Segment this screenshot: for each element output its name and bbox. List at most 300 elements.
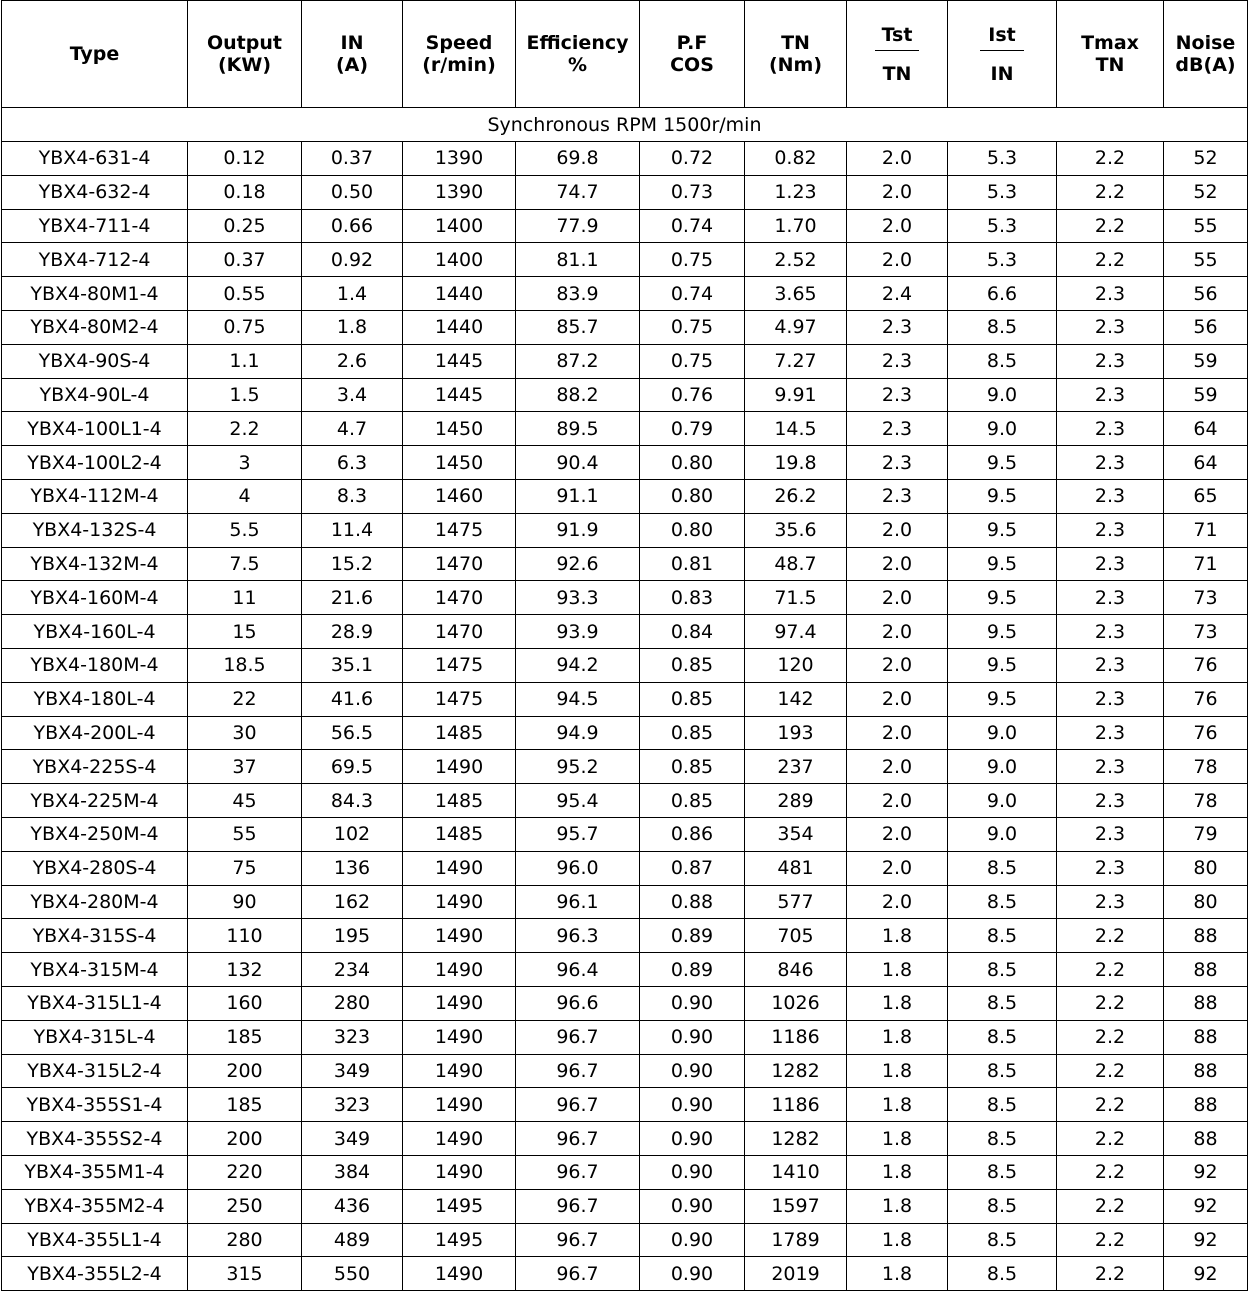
cell-type: YBX4-112M-4 [2, 479, 188, 513]
table-row [2, 716, 1248, 750]
cell-tn: 1282 [745, 1122, 847, 1156]
cell-tmax-tn: 2.3 [1057, 479, 1164, 513]
cell-efficiency: 96.7 [516, 1054, 640, 1088]
cell-ist-in: 8.5 [948, 1189, 1057, 1223]
cell-tn: 289 [745, 784, 847, 818]
table-row [2, 310, 1248, 344]
cell-type: YBX4-280S-4 [2, 851, 188, 885]
cell-speed: 1490 [403, 986, 516, 1020]
cell-in: 84.3 [302, 784, 403, 818]
cell-type: YBX4-180M-4 [2, 648, 188, 682]
cell-pf: 0.83 [640, 581, 745, 615]
cell-tn: 97.4 [745, 615, 847, 649]
cell-type: YBX4-355M2-4 [2, 1189, 188, 1223]
cell-output: 185 [188, 1088, 302, 1122]
cell-efficiency: 94.2 [516, 648, 640, 682]
cell-efficiency: 94.5 [516, 682, 640, 716]
cell-speed: 1490 [403, 1257, 516, 1291]
cell-tst-tn: 2.0 [847, 682, 948, 716]
table-row [2, 817, 1248, 851]
cell-speed: 1485 [403, 784, 516, 818]
cell-tmax-tn: 2.2 [1057, 986, 1164, 1020]
cell-output: 11 [188, 581, 302, 615]
cell-efficiency: 96.7 [516, 1223, 640, 1257]
cell-pf: 0.86 [640, 817, 745, 851]
cell-speed: 1485 [403, 817, 516, 851]
cell-type: YBX4-180L-4 [2, 682, 188, 716]
cell-noise: 88 [1164, 1054, 1248, 1088]
cell-ist-in: 8.5 [948, 1020, 1057, 1054]
cell-pf: 0.80 [640, 446, 745, 480]
header-noise: Noise dB(A) [1164, 1, 1248, 108]
cell-noise: 88 [1164, 1122, 1248, 1156]
cell-ist-in: 8.5 [948, 344, 1057, 378]
cell-pf: 0.90 [640, 1088, 745, 1122]
cell-pf: 0.89 [640, 919, 745, 953]
cell-type: YBX4-132S-4 [2, 513, 188, 547]
cell-tn: 0.82 [745, 142, 847, 176]
cell-tmax-tn: 2.3 [1057, 784, 1164, 818]
cell-efficiency: 96.7 [516, 1122, 640, 1156]
cell-speed: 1440 [403, 310, 516, 344]
cell-tn: 1410 [745, 1155, 847, 1189]
cell-pf: 0.75 [640, 243, 745, 277]
cell-noise: 76 [1164, 682, 1248, 716]
cell-pf: 0.75 [640, 344, 745, 378]
cell-tst-tn: 1.8 [847, 1020, 948, 1054]
cell-speed: 1390 [403, 175, 516, 209]
cell-efficiency: 91.9 [516, 513, 640, 547]
cell-noise: 78 [1164, 784, 1248, 818]
cell-type: YBX4-355M1-4 [2, 1155, 188, 1189]
table-row [2, 344, 1248, 378]
cell-in: 136 [302, 851, 403, 885]
table-row [2, 446, 1248, 480]
cell-tst-tn: 2.0 [847, 851, 948, 885]
cell-ist-in: 8.5 [948, 1054, 1057, 1088]
cell-tmax-tn: 2.2 [1057, 1155, 1164, 1189]
cell-efficiency: 95.2 [516, 750, 640, 784]
cell-speed: 1490 [403, 1020, 516, 1054]
header-row [2, 1, 1248, 108]
cell-efficiency: 92.6 [516, 547, 640, 581]
cell-output: 110 [188, 919, 302, 953]
header-tn: TN (Nm) [745, 1, 847, 108]
table-row [2, 378, 1248, 412]
cell-type: YBX4-80M1-4 [2, 277, 188, 311]
cell-tst-tn: 2.0 [847, 547, 948, 581]
cell-pf: 0.74 [640, 277, 745, 311]
cell-in: 489 [302, 1223, 403, 1257]
cell-ist-in: 5.3 [948, 142, 1057, 176]
cell-speed: 1495 [403, 1189, 516, 1223]
cell-noise: 80 [1164, 885, 1248, 919]
cell-ist-in: 9.0 [948, 412, 1057, 446]
cell-in: 0.92 [302, 243, 403, 277]
cell-noise: 56 [1164, 277, 1248, 311]
cell-output: 22 [188, 682, 302, 716]
cell-tst-tn: 1.8 [847, 1088, 948, 1122]
cell-tn: 193 [745, 716, 847, 750]
cell-in: 28.9 [302, 615, 403, 649]
cell-ist-in: 9.5 [948, 581, 1057, 615]
cell-tn: 1026 [745, 986, 847, 1020]
cell-tmax-tn: 2.3 [1057, 648, 1164, 682]
cell-in: 11.4 [302, 513, 403, 547]
cell-tn: 19.8 [745, 446, 847, 480]
header-in: IN (A) [302, 1, 403, 108]
cell-tst-tn: 2.3 [847, 479, 948, 513]
cell-tmax-tn: 2.3 [1057, 682, 1164, 716]
cell-in: 35.1 [302, 648, 403, 682]
cell-tn: 26.2 [745, 479, 847, 513]
section-title: Synchronous RPM 1500r/min [2, 108, 1248, 142]
cell-noise: 88 [1164, 986, 1248, 1020]
cell-noise: 92 [1164, 1155, 1248, 1189]
cell-tn: 1186 [745, 1020, 847, 1054]
cell-tmax-tn: 2.2 [1057, 953, 1164, 987]
cell-speed: 1485 [403, 716, 516, 750]
cell-efficiency: 96.7 [516, 1088, 640, 1122]
cell-noise: 52 [1164, 175, 1248, 209]
cell-tmax-tn: 2.3 [1057, 750, 1164, 784]
cell-ist-in: 8.5 [948, 1122, 1057, 1156]
cell-type: YBX4-160M-4 [2, 581, 188, 615]
cell-pf: 0.89 [640, 953, 745, 987]
table-row [2, 750, 1248, 784]
cell-pf: 0.87 [640, 851, 745, 885]
cell-speed: 1440 [403, 277, 516, 311]
cell-type: YBX4-80M2-4 [2, 310, 188, 344]
cell-noise: 76 [1164, 716, 1248, 750]
cell-ist-in: 8.5 [948, 919, 1057, 953]
cell-tst-tn: 2.0 [847, 648, 948, 682]
cell-in: 69.5 [302, 750, 403, 784]
cell-noise: 73 [1164, 581, 1248, 615]
cell-tmax-tn: 2.2 [1057, 1257, 1164, 1291]
cell-output: 250 [188, 1189, 302, 1223]
cell-in: 384 [302, 1155, 403, 1189]
cell-output: 0.25 [188, 209, 302, 243]
cell-speed: 1490 [403, 1088, 516, 1122]
cell-type: YBX4-90L-4 [2, 378, 188, 412]
table-row [2, 1122, 1248, 1156]
cell-in: 0.37 [302, 142, 403, 176]
table-row [2, 581, 1248, 615]
cell-tst-tn: 1.8 [847, 1054, 948, 1088]
table-row [2, 547, 1248, 581]
cell-tst-tn: 2.4 [847, 277, 948, 311]
header-speed: Speed (r/min) [403, 1, 516, 108]
cell-noise: 88 [1164, 1020, 1248, 1054]
cell-efficiency: 94.9 [516, 716, 640, 750]
cell-tst-tn: 2.3 [847, 344, 948, 378]
cell-output: 55 [188, 817, 302, 851]
cell-in: 6.3 [302, 446, 403, 480]
cell-type: YBX4-712-4 [2, 243, 188, 277]
cell-efficiency: 69.8 [516, 142, 640, 176]
cell-tmax-tn: 2.2 [1057, 175, 1164, 209]
cell-type: YBX4-315S-4 [2, 919, 188, 953]
cell-pf: 0.80 [640, 513, 745, 547]
cell-type: YBX4-631-4 [2, 142, 188, 176]
cell-in: 56.5 [302, 716, 403, 750]
table-row [2, 986, 1248, 1020]
cell-tn: 1.23 [745, 175, 847, 209]
cell-tn: 7.27 [745, 344, 847, 378]
cell-ist-in: 5.3 [948, 209, 1057, 243]
cell-ist-in: 9.0 [948, 784, 1057, 818]
cell-tmax-tn: 2.3 [1057, 446, 1164, 480]
cell-tst-tn: 2.0 [847, 817, 948, 851]
cell-pf: 0.85 [640, 716, 745, 750]
cell-efficiency: 85.7 [516, 310, 640, 344]
cell-efficiency: 95.7 [516, 817, 640, 851]
cell-in: 2.6 [302, 344, 403, 378]
cell-ist-in: 9.5 [948, 648, 1057, 682]
cell-tn: 4.97 [745, 310, 847, 344]
cell-pf: 0.72 [640, 142, 745, 176]
cell-ist-in: 9.5 [948, 682, 1057, 716]
cell-output: 37 [188, 750, 302, 784]
cell-tn: 2019 [745, 1257, 847, 1291]
cell-speed: 1390 [403, 142, 516, 176]
cell-speed: 1490 [403, 750, 516, 784]
cell-ist-in: 9.0 [948, 750, 1057, 784]
cell-efficiency: 95.4 [516, 784, 640, 818]
cell-tmax-tn: 2.2 [1057, 1054, 1164, 1088]
cell-noise: 80 [1164, 851, 1248, 885]
cell-type: YBX4-132M-4 [2, 547, 188, 581]
cell-in: 8.3 [302, 479, 403, 513]
cell-tmax-tn: 2.3 [1057, 581, 1164, 615]
table-row [2, 479, 1248, 513]
cell-tst-tn: 2.0 [847, 243, 948, 277]
header-ist-in: Ist IN [948, 1, 1057, 108]
table-row [2, 919, 1248, 953]
cell-noise: 52 [1164, 142, 1248, 176]
cell-noise: 56 [1164, 310, 1248, 344]
table-row [2, 648, 1248, 682]
cell-in: 102 [302, 817, 403, 851]
cell-tn: 3.65 [745, 277, 847, 311]
cell-tmax-tn: 2.3 [1057, 716, 1164, 750]
cell-speed: 1470 [403, 615, 516, 649]
cell-output: 0.55 [188, 277, 302, 311]
cell-ist-in: 8.5 [948, 1223, 1057, 1257]
cell-output: 220 [188, 1155, 302, 1189]
cell-type: YBX4-355L1-4 [2, 1223, 188, 1257]
cell-output: 0.75 [188, 310, 302, 344]
cell-in: 0.50 [302, 175, 403, 209]
header-efficiency: Efficiency % [516, 1, 640, 108]
header-power-factor: P.F COS [640, 1, 745, 108]
cell-efficiency: 96.3 [516, 919, 640, 953]
cell-noise: 88 [1164, 919, 1248, 953]
cell-pf: 0.90 [640, 1122, 745, 1156]
cell-pf: 0.90 [640, 1257, 745, 1291]
cell-noise: 59 [1164, 378, 1248, 412]
cell-output: 1.5 [188, 378, 302, 412]
cell-pf: 0.73 [640, 175, 745, 209]
cell-output: 15 [188, 615, 302, 649]
cell-in: 550 [302, 1257, 403, 1291]
cell-tn: 481 [745, 851, 847, 885]
table-row [2, 615, 1248, 649]
cell-type: YBX4-225M-4 [2, 784, 188, 818]
cell-speed: 1475 [403, 513, 516, 547]
cell-output: 7.5 [188, 547, 302, 581]
table-row [2, 142, 1248, 176]
cell-tmax-tn: 2.2 [1057, 209, 1164, 243]
cell-speed: 1490 [403, 885, 516, 919]
table-row [2, 1088, 1248, 1122]
cell-tmax-tn: 2.3 [1057, 851, 1164, 885]
cell-ist-in: 5.3 [948, 243, 1057, 277]
table-row [2, 412, 1248, 446]
table-row [2, 953, 1248, 987]
cell-efficiency: 96.4 [516, 953, 640, 987]
cell-tn: 846 [745, 953, 847, 987]
cell-efficiency: 96.7 [516, 1155, 640, 1189]
cell-efficiency: 93.9 [516, 615, 640, 649]
cell-speed: 1400 [403, 209, 516, 243]
cell-ist-in: 8.5 [948, 885, 1057, 919]
cell-pf: 0.81 [640, 547, 745, 581]
cell-pf: 0.90 [640, 1155, 745, 1189]
cell-tn: 9.91 [745, 378, 847, 412]
cell-speed: 1460 [403, 479, 516, 513]
cell-noise: 92 [1164, 1223, 1248, 1257]
cell-tst-tn: 1.8 [847, 1155, 948, 1189]
cell-type: YBX4-225S-4 [2, 750, 188, 784]
cell-tmax-tn: 2.2 [1057, 1020, 1164, 1054]
cell-output: 45 [188, 784, 302, 818]
cell-efficiency: 81.1 [516, 243, 640, 277]
cell-ist-in: 8.5 [948, 1155, 1057, 1189]
cell-speed: 1445 [403, 344, 516, 378]
cell-tmax-tn: 2.2 [1057, 243, 1164, 277]
cell-efficiency: 74.7 [516, 175, 640, 209]
cell-tn: 14.5 [745, 412, 847, 446]
cell-in: 15.2 [302, 547, 403, 581]
cell-tmax-tn: 2.2 [1057, 1223, 1164, 1257]
cell-pf: 0.76 [640, 378, 745, 412]
table-row [2, 1189, 1248, 1223]
cell-ist-in: 9.0 [948, 817, 1057, 851]
cell-tmax-tn: 2.3 [1057, 513, 1164, 547]
cell-pf: 0.85 [640, 784, 745, 818]
cell-pf: 0.75 [640, 310, 745, 344]
cell-type: YBX4-355L2-4 [2, 1257, 188, 1291]
cell-tst-tn: 2.0 [847, 581, 948, 615]
cell-in: 3.4 [302, 378, 403, 412]
cell-speed: 1445 [403, 378, 516, 412]
cell-speed: 1490 [403, 851, 516, 885]
cell-tn: 35.6 [745, 513, 847, 547]
cell-tn: 71.5 [745, 581, 847, 615]
cell-output: 18.5 [188, 648, 302, 682]
cell-output: 2.2 [188, 412, 302, 446]
cell-efficiency: 96.1 [516, 885, 640, 919]
cell-output: 315 [188, 1257, 302, 1291]
cell-ist-in: 9.5 [948, 479, 1057, 513]
cell-ist-in: 8.5 [948, 310, 1057, 344]
cell-output: 200 [188, 1054, 302, 1088]
cell-noise: 88 [1164, 953, 1248, 987]
cell-type: YBX4-100L1-4 [2, 412, 188, 446]
cell-tst-tn: 2.3 [847, 446, 948, 480]
cell-speed: 1490 [403, 1155, 516, 1189]
cell-noise: 71 [1164, 547, 1248, 581]
cell-noise: 73 [1164, 615, 1248, 649]
cell-output: 0.18 [188, 175, 302, 209]
cell-speed: 1495 [403, 1223, 516, 1257]
cell-speed: 1490 [403, 953, 516, 987]
cell-type: YBX4-355S1-4 [2, 1088, 188, 1122]
cell-efficiency: 89.5 [516, 412, 640, 446]
cell-tmax-tn: 2.3 [1057, 615, 1164, 649]
cell-output: 280 [188, 1223, 302, 1257]
cell-ist-in: 8.5 [948, 1257, 1057, 1291]
cell-type: YBX4-315M-4 [2, 953, 188, 987]
cell-output: 4 [188, 479, 302, 513]
cell-tmax-tn: 2.3 [1057, 412, 1164, 446]
cell-tst-tn: 2.0 [847, 784, 948, 818]
cell-ist-in: 9.5 [948, 446, 1057, 480]
cell-speed: 1400 [403, 243, 516, 277]
cell-tmax-tn: 2.3 [1057, 547, 1164, 581]
cell-output: 160 [188, 986, 302, 1020]
cell-noise: 55 [1164, 243, 1248, 277]
cell-speed: 1475 [403, 682, 516, 716]
cell-tst-tn: 1.8 [847, 1257, 948, 1291]
header-type: Type [2, 1, 188, 108]
cell-type: YBX4-280M-4 [2, 885, 188, 919]
cell-noise: 64 [1164, 412, 1248, 446]
cell-type: YBX4-315L2-4 [2, 1054, 188, 1088]
cell-noise: 65 [1164, 479, 1248, 513]
cell-noise: 79 [1164, 817, 1248, 851]
cell-type: YBX4-160L-4 [2, 615, 188, 649]
cell-efficiency: 96.7 [516, 1189, 640, 1223]
cell-ist-in: 8.5 [948, 953, 1057, 987]
cell-speed: 1470 [403, 581, 516, 615]
cell-output: 5.5 [188, 513, 302, 547]
cell-ist-in: 9.0 [948, 378, 1057, 412]
cell-efficiency: 77.9 [516, 209, 640, 243]
cell-tn: 577 [745, 885, 847, 919]
cell-pf: 0.80 [640, 479, 745, 513]
motor-spec-table [1, 0, 1248, 1291]
cell-tst-tn: 1.8 [847, 1223, 948, 1257]
cell-ist-in: 9.5 [948, 513, 1057, 547]
cell-pf: 0.85 [640, 682, 745, 716]
cell-in: 436 [302, 1189, 403, 1223]
cell-efficiency: 96.7 [516, 1257, 640, 1291]
cell-tmax-tn: 2.2 [1057, 1122, 1164, 1156]
cell-ist-in: 8.5 [948, 851, 1057, 885]
cell-in: 195 [302, 919, 403, 953]
table-row [2, 885, 1248, 919]
cell-output: 30 [188, 716, 302, 750]
cell-speed: 1470 [403, 547, 516, 581]
cell-in: 1.4 [302, 277, 403, 311]
cell-pf: 0.90 [640, 1020, 745, 1054]
table-row [2, 1054, 1248, 1088]
table-row [2, 243, 1248, 277]
cell-output: 75 [188, 851, 302, 885]
